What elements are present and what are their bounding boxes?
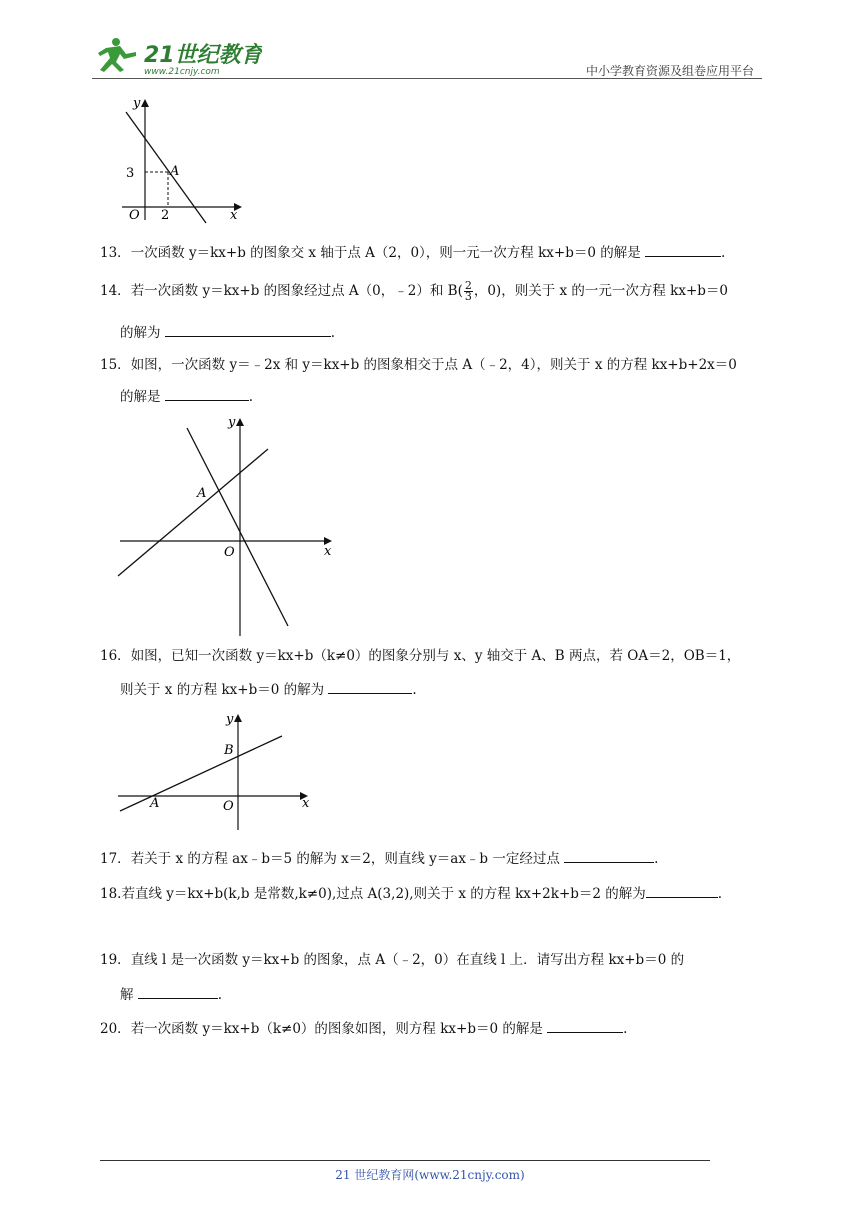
question-end: . bbox=[717, 886, 723, 902]
question-15 bbox=[100, 355, 737, 375]
point-b-label: B bbox=[224, 743, 234, 758]
answer-blank[interactable] bbox=[165, 322, 331, 337]
y-axis-label: y bbox=[228, 415, 236, 430]
question-number: 15． bbox=[100, 357, 131, 373]
question-text: 若一次函数 y＝kx+b（k≠0）的图象如图，则方程 kx+b＝0 的解是 bbox=[130, 1021, 543, 1037]
question-end: . bbox=[412, 682, 417, 698]
y-axis-label: y bbox=[226, 712, 234, 727]
question-number: 17． bbox=[100, 851, 131, 867]
figure-q16 bbox=[112, 706, 317, 834]
origin-label: O bbox=[224, 545, 235, 560]
x-axis-label: x bbox=[230, 208, 238, 223]
point-a-label: A bbox=[150, 796, 160, 811]
question-14-line2 bbox=[120, 322, 335, 343]
logo-graphic bbox=[92, 34, 262, 78]
question-18 bbox=[100, 883, 722, 904]
answer-blank[interactable] bbox=[165, 386, 249, 401]
y-axis-label: y bbox=[133, 96, 141, 111]
question-13 bbox=[100, 242, 725, 263]
question-text-part1: 若一次函数 y＝kx+b 的图象经过点 A（0，﹣2）和 B( bbox=[130, 283, 463, 299]
question-text: 则关于 x 的方程 kx+b＝0 的解为 bbox=[120, 682, 325, 698]
answer-blank[interactable] bbox=[564, 848, 654, 863]
question-19-line2 bbox=[120, 984, 222, 1005]
question-end: . bbox=[721, 245, 726, 261]
function-line bbox=[126, 112, 206, 223]
question-16 bbox=[100, 646, 740, 666]
footer-text[interactable]: 21 世纪教育网(www.21cnjy.com) bbox=[335, 1168, 525, 1182]
fraction-numerator: 2 bbox=[464, 279, 472, 292]
question-15-line2 bbox=[120, 386, 253, 407]
answer-blank[interactable] bbox=[138, 984, 218, 999]
question-number: 16． bbox=[100, 648, 131, 664]
figure-q15 bbox=[112, 410, 342, 638]
y-axis-arrow-icon bbox=[141, 99, 149, 107]
answer-blank[interactable] bbox=[645, 242, 721, 257]
y-axis-arrow-icon bbox=[236, 418, 244, 426]
question-text: 如图，已知一次函数 y＝kx+b（k≠0）的图象分别与 x、y 轴交于 A、B 两点，若 OA＝2，OB＝1， bbox=[130, 648, 741, 664]
question-text: 的解为 bbox=[120, 325, 161, 341]
line-y-kx-b bbox=[118, 449, 268, 576]
point-a-label: A bbox=[197, 486, 207, 501]
footer-divider bbox=[100, 1160, 710, 1161]
answer-blank[interactable] bbox=[646, 883, 718, 898]
question-text: 的解是 bbox=[120, 389, 161, 405]
question-end: . bbox=[248, 389, 254, 405]
line-y-neg2x bbox=[187, 428, 288, 626]
origin-label: O bbox=[223, 799, 234, 814]
answer-blank[interactable] bbox=[328, 679, 412, 694]
function-line bbox=[120, 736, 282, 811]
question-20 bbox=[100, 1018, 627, 1039]
question-text: 一次函数 y＝kx+b 的图象交 x 轴于点 A（2，0），则一元一次方程 kx+b＝0 的解是 bbox=[130, 245, 641, 261]
question-text: 解 bbox=[120, 987, 134, 1003]
question-text-part2: ，0)，则关于 x 的一元一次方程 kx+b＝0 bbox=[473, 283, 729, 299]
question-number: 13． bbox=[100, 245, 131, 261]
question-number: 19． bbox=[100, 952, 131, 968]
x-tick-label: 2 bbox=[161, 208, 170, 223]
x-axis-label: x bbox=[324, 544, 332, 559]
y-axis-arrow-icon bbox=[234, 714, 242, 722]
fraction bbox=[464, 281, 473, 302]
question-number: 14． bbox=[100, 283, 131, 299]
logo-url: www.21cnjy.com bbox=[144, 67, 220, 77]
question-14 bbox=[100, 281, 728, 302]
origin-label: O bbox=[129, 208, 140, 223]
question-text: 如图，一次函数 y＝﹣2x 和 y＝kx+b 的图象相交于点 A（﹣2，4），则关于 x 的方程 kx+b+2x＝0 bbox=[130, 357, 737, 373]
header-divider bbox=[92, 78, 762, 79]
question-end: . bbox=[217, 987, 223, 1003]
question-number: 18. bbox=[100, 886, 122, 902]
question-end: . bbox=[654, 851, 659, 867]
x-axis-label: x bbox=[302, 796, 310, 811]
site-logo bbox=[92, 34, 262, 78]
y-tick-label: 3 bbox=[126, 166, 135, 181]
question-16-line2 bbox=[120, 679, 417, 700]
question-text: 若关于 x 的方程 ax﹣b＝5 的解为 x＝2，则直线 y＝ax﹣b 一定经过点 bbox=[130, 851, 560, 867]
question-end: . bbox=[623, 1021, 628, 1037]
question-number: 20． bbox=[100, 1021, 131, 1037]
logo-title: 21世纪教育 bbox=[144, 43, 262, 68]
fraction-denominator: 3 bbox=[464, 290, 472, 303]
header-platform-name: 中小学教育资源及组卷应用平台 bbox=[585, 64, 754, 78]
question-text: 若直线 y＝kx+b(k,b 是常数,k≠0),过点 A(3,2),则关于 x 的方程 kx+2k+b＝2 的解为 bbox=[121, 886, 646, 902]
question-17 bbox=[100, 848, 658, 869]
question-19 bbox=[100, 950, 684, 970]
question-text: 直线 l 是一次函数 y＝kx+b 的图象，点 A（﹣2，0）在直线 l 上．请写出方程 kx+b＝0 的 bbox=[130, 952, 685, 968]
question-end: . bbox=[330, 325, 336, 341]
point-a-label: A bbox=[170, 164, 180, 179]
answer-blank[interactable] bbox=[547, 1018, 623, 1033]
figure-q12 bbox=[112, 95, 247, 225]
